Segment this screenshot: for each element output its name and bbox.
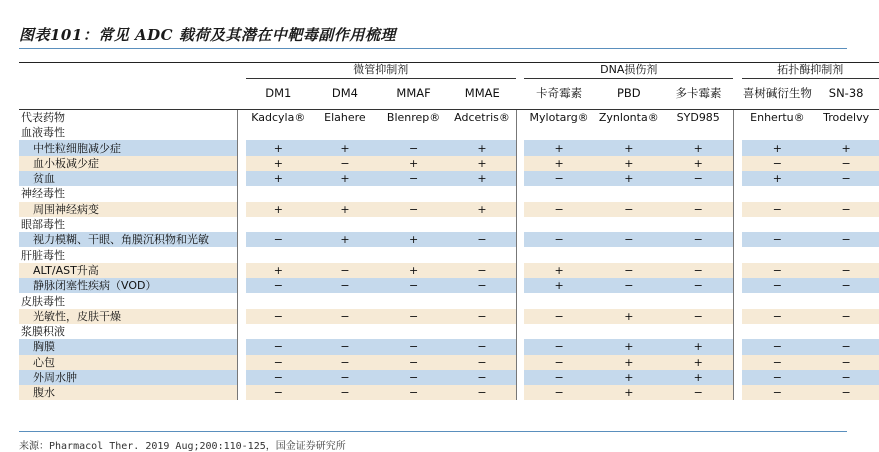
figure-title: 图表101：常见 ADC 载荷及其潜在中靶毒副作用梳理 <box>19 26 396 44</box>
toxicity-cell <box>524 217 594 232</box>
toxicity-cell: − <box>813 263 879 278</box>
toxicity-label: 光敏性，皮肤干燥 <box>19 309 237 324</box>
toxicity-cell: − <box>379 140 449 155</box>
toxicity-cell: + <box>594 370 664 385</box>
brand-row <box>19 109 879 125</box>
toxicity-cell: − <box>311 385 379 400</box>
payload-header: 多卡霉素 <box>664 78 734 109</box>
toxicity-label: 中性粒细胞减少症 <box>19 140 237 155</box>
toxicity-cell: − <box>246 370 312 385</box>
toxicity-cell <box>664 125 734 140</box>
brand-cell: Kadcyla® <box>246 109 312 125</box>
toxicity-cell <box>742 293 814 308</box>
toxicity-cell: + <box>448 140 516 155</box>
toxicity-cell: + <box>448 156 516 171</box>
toxicity-cell: − <box>742 385 814 400</box>
toxicity-cell: − <box>664 263 734 278</box>
toxicity-cell: − <box>448 339 516 354</box>
toxicity-cell: + <box>246 140 312 155</box>
toxicity-table-container <box>19 62 870 418</box>
toxicity-cell <box>246 247 312 262</box>
toxicity-cell: + <box>524 140 594 155</box>
toxicity-cell: − <box>742 202 814 217</box>
toxicity-cell: + <box>379 232 449 247</box>
toxicity-cell <box>594 293 664 308</box>
toxicity-label: 心包 <box>19 355 237 370</box>
toxicity-row <box>19 339 879 354</box>
toxicity-cell <box>379 217 449 232</box>
payload-header: DM1 <box>246 78 312 109</box>
toxicity-cell: + <box>311 202 379 217</box>
toxicity-cell <box>379 293 449 308</box>
toxicity-cell: − <box>379 171 449 186</box>
toxicity-cell: + <box>246 263 312 278</box>
category-label: 浆膜积液 <box>19 324 237 339</box>
toxicity-cell: − <box>813 278 879 293</box>
toxicity-cell: + <box>594 140 664 155</box>
toxicity-cell: − <box>742 278 814 293</box>
toxicity-cell <box>448 186 516 201</box>
toxicity-cell: − <box>664 202 734 217</box>
toxicity-cell <box>448 217 516 232</box>
toxicity-cell: − <box>813 202 879 217</box>
toxicity-cell: − <box>742 156 814 171</box>
toxicity-cell: − <box>379 278 449 293</box>
toxicity-cell: − <box>813 171 879 186</box>
toxicity-row <box>19 278 879 293</box>
brand-cell: SYD985 <box>664 109 734 125</box>
payload-header: PBD <box>594 78 664 109</box>
category-row <box>19 125 879 140</box>
toxicity-cell <box>594 217 664 232</box>
toxicity-cell <box>524 293 594 308</box>
toxicity-cell: + <box>664 339 734 354</box>
payload-header: SN-38 <box>813 78 879 109</box>
payload-header: DM4 <box>311 78 379 109</box>
toxicity-cell <box>813 324 879 339</box>
toxicity-cell: − <box>594 263 664 278</box>
toxicity-cell: − <box>524 355 594 370</box>
toxicity-row <box>19 370 879 385</box>
toxicity-cell: − <box>742 355 814 370</box>
toxicity-cell <box>594 247 664 262</box>
toxicity-cell <box>813 125 879 140</box>
toxicity-cell: − <box>246 232 312 247</box>
toxicity-cell: − <box>594 278 664 293</box>
toxicity-cell: + <box>664 156 734 171</box>
toxicity-cell <box>594 186 664 201</box>
payload-header: 卡奇霉素 <box>524 78 594 109</box>
toxicity-cell: + <box>448 202 516 217</box>
toxicity-cell: − <box>813 309 879 324</box>
toxicity-cell <box>524 125 594 140</box>
toxicity-cell <box>664 293 734 308</box>
toxicity-cell: − <box>379 370 449 385</box>
toxicity-cell: − <box>813 232 879 247</box>
toxicity-cell: − <box>813 156 879 171</box>
toxicity-cell <box>742 247 814 262</box>
toxicity-cell: − <box>379 339 449 354</box>
toxicity-cell <box>813 293 879 308</box>
toxicity-row <box>19 202 879 217</box>
toxicity-cell: + <box>594 309 664 324</box>
toxicity-cell: + <box>742 171 814 186</box>
row-label: 代表药物 <box>19 109 237 125</box>
toxicity-label: 视力模糊、干眼、角膜沉积物和光敏 <box>19 232 237 247</box>
toxicity-cell: + <box>664 140 734 155</box>
toxicity-cell: − <box>524 202 594 217</box>
toxicity-cell: + <box>594 156 664 171</box>
brand-cell: Blenrep® <box>379 109 449 125</box>
toxicity-cell: − <box>448 370 516 385</box>
brand-cell: Elahere <box>311 109 379 125</box>
toxicity-cell <box>246 217 312 232</box>
toxicity-cell: − <box>311 278 379 293</box>
group-header: 拓扑酶抑制剂 <box>742 63 879 79</box>
category-label: 眼部毒性 <box>19 217 237 232</box>
toxicity-cell: + <box>311 171 379 186</box>
toxicity-cell: − <box>448 309 516 324</box>
toxicity-cell: − <box>311 309 379 324</box>
toxicity-cell <box>594 324 664 339</box>
toxicity-cell: − <box>594 202 664 217</box>
toxicity-table-body <box>19 109 879 400</box>
toxicity-cell: − <box>742 370 814 385</box>
toxicity-cell: − <box>448 232 516 247</box>
toxicity-cell: − <box>664 385 734 400</box>
toxicity-cell: − <box>379 309 449 324</box>
toxicity-label: ALT/AST升高 <box>19 263 237 278</box>
toxicity-cell <box>379 125 449 140</box>
toxicity-cell: + <box>594 355 664 370</box>
toxicity-cell: − <box>311 339 379 354</box>
toxicity-cell <box>813 186 879 201</box>
toxicity-cell <box>311 217 379 232</box>
toxicity-label: 静脉闭塞性疾病（VOD） <box>19 278 237 293</box>
toxicity-cell: − <box>524 309 594 324</box>
toxicity-cell: − <box>594 232 664 247</box>
toxicity-cell: − <box>311 355 379 370</box>
toxicity-cell: − <box>742 232 814 247</box>
toxicity-label: 腹水 <box>19 385 237 400</box>
group-header-row <box>19 63 879 79</box>
toxicity-cell <box>311 247 379 262</box>
toxicity-cell: − <box>448 263 516 278</box>
brand-cell: Zynlonta® <box>594 109 664 125</box>
toxicity-cell: − <box>664 278 734 293</box>
toxicity-cell: + <box>246 171 312 186</box>
category-label: 血液毒性 <box>19 125 237 140</box>
category-label: 肝脏毒性 <box>19 247 237 262</box>
toxicity-label: 外周水肿 <box>19 370 237 385</box>
toxicity-cell: − <box>448 278 516 293</box>
toxicity-label: 胸膜 <box>19 339 237 354</box>
toxicity-cell <box>379 186 449 201</box>
toxicity-cell: + <box>246 156 312 171</box>
category-row <box>19 293 879 308</box>
toxicity-cell <box>246 293 312 308</box>
toxicity-cell: + <box>379 156 449 171</box>
toxicity-cell: − <box>742 339 814 354</box>
payload-header: 喜树碱衍生物 <box>742 78 814 109</box>
toxicity-cell: − <box>813 355 879 370</box>
toxicity-cell <box>311 125 379 140</box>
toxicity-cell: − <box>813 385 879 400</box>
category-row <box>19 247 879 262</box>
group-header: DNA损伤剂 <box>524 63 733 79</box>
toxicity-row <box>19 263 879 278</box>
toxicity-cell: − <box>524 339 594 354</box>
toxicity-cell: − <box>742 263 814 278</box>
toxicity-cell: + <box>594 171 664 186</box>
toxicity-cell <box>664 217 734 232</box>
toxicity-cell: + <box>524 263 594 278</box>
brand-cell: Adcetris® <box>448 109 516 125</box>
toxicity-cell: − <box>379 202 449 217</box>
toxicity-cell <box>742 186 814 201</box>
toxicity-cell <box>311 186 379 201</box>
toxicity-cell: + <box>742 140 814 155</box>
toxicity-cell: − <box>448 355 516 370</box>
toxicity-cell: + <box>448 171 516 186</box>
category-row <box>19 324 879 339</box>
toxicity-table <box>19 62 879 400</box>
toxicity-row <box>19 355 879 370</box>
toxicity-cell <box>813 247 879 262</box>
toxicity-row <box>19 140 879 155</box>
toxicity-cell: + <box>524 278 594 293</box>
toxicity-cell: + <box>594 339 664 354</box>
toxicity-cell: − <box>246 385 312 400</box>
toxicity-cell <box>311 324 379 339</box>
toxicity-cell <box>813 217 879 232</box>
toxicity-cell <box>664 324 734 339</box>
toxicity-cell <box>524 247 594 262</box>
toxicity-row <box>19 385 879 400</box>
toxicity-cell <box>524 186 594 201</box>
toxicity-cell <box>448 293 516 308</box>
toxicity-cell: − <box>246 339 312 354</box>
category-label: 皮肤毒性 <box>19 293 237 308</box>
source-note: 来源：Pharmacol Ther. 2019 Aug;200:110-125，国金证券研究所 <box>19 441 346 452</box>
toxicity-cell: + <box>311 140 379 155</box>
toxicity-cell <box>524 324 594 339</box>
toxicity-cell: − <box>524 171 594 186</box>
toxicity-cell <box>246 125 312 140</box>
toxicity-cell: + <box>664 370 734 385</box>
toxicity-cell <box>594 125 664 140</box>
toxicity-cell: + <box>246 202 312 217</box>
toxicity-cell: − <box>246 355 312 370</box>
toxicity-cell <box>448 247 516 262</box>
toxicity-row <box>19 309 879 324</box>
toxicity-row <box>19 232 879 247</box>
toxicity-row <box>19 156 879 171</box>
toxicity-cell: + <box>664 355 734 370</box>
brand-cell: Enhertu® <box>742 109 814 125</box>
toxicity-cell: − <box>664 171 734 186</box>
brand-cell: Trodelvy <box>813 109 879 125</box>
toxicity-cell: − <box>311 156 379 171</box>
toxicity-label: 血小板减少症 <box>19 156 237 171</box>
category-label: 神经毒性 <box>19 186 237 201</box>
toxicity-cell: − <box>311 370 379 385</box>
payload-header: MMAE <box>448 78 516 109</box>
toxicity-cell <box>311 293 379 308</box>
toxicity-cell: + <box>379 263 449 278</box>
toxicity-cell: − <box>813 339 879 354</box>
category-row <box>19 217 879 232</box>
toxicity-cell: − <box>524 385 594 400</box>
toxicity-cell <box>448 125 516 140</box>
toxicity-cell <box>742 125 814 140</box>
toxicity-cell <box>742 324 814 339</box>
toxicity-cell <box>664 186 734 201</box>
toxicity-cell <box>742 217 814 232</box>
category-row <box>19 186 879 201</box>
toxicity-row <box>19 171 879 186</box>
footer-rule <box>19 431 847 432</box>
payload-header: MMAF <box>379 78 449 109</box>
toxicity-cell: − <box>524 232 594 247</box>
toxicity-label: 周围神经病变 <box>19 202 237 217</box>
toxicity-cell: − <box>246 309 312 324</box>
toxicity-cell: − <box>813 370 879 385</box>
toxicity-cell <box>246 324 312 339</box>
toxicity-cell: − <box>742 309 814 324</box>
toxicity-cell: − <box>379 385 449 400</box>
toxicity-cell <box>664 247 734 262</box>
toxicity-cell <box>379 324 449 339</box>
toxicity-cell: − <box>524 370 594 385</box>
toxicity-cell: − <box>379 355 449 370</box>
toxicity-cell: + <box>594 385 664 400</box>
toxicity-cell: − <box>664 309 734 324</box>
toxicity-cell <box>448 324 516 339</box>
toxicity-cell: − <box>246 278 312 293</box>
toxicity-cell: − <box>311 263 379 278</box>
group-header: 微管抑制剂 <box>246 63 517 79</box>
toxicity-cell <box>379 247 449 262</box>
toxicity-cell: + <box>524 156 594 171</box>
toxicity-cell: − <box>448 385 516 400</box>
title-rule <box>19 48 847 49</box>
toxicity-cell: + <box>813 140 879 155</box>
corner-cell <box>19 63 237 79</box>
payload-header-row <box>19 78 879 109</box>
toxicity-cell: + <box>311 232 379 247</box>
toxicity-cell <box>246 186 312 201</box>
brand-cell: Mylotarg® <box>524 109 594 125</box>
toxicity-cell: − <box>664 232 734 247</box>
toxicity-label: 贫血 <box>19 171 237 186</box>
